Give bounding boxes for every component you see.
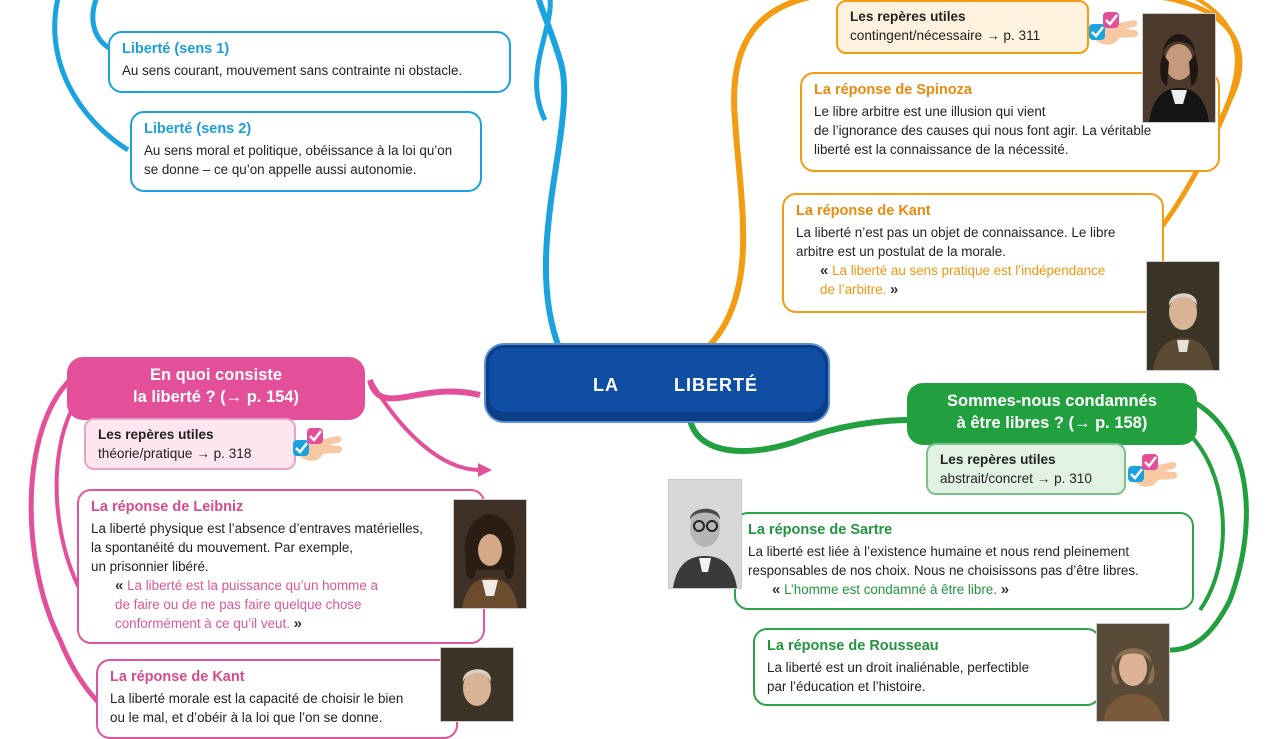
leibniz-box <box>77 489 485 644</box>
kant-orange-quote-end: de l’arbitre. » <box>820 281 899 298</box>
checkbox-hand-icon <box>1085 8 1141 52</box>
rousseau-box <box>753 628 1101 706</box>
portrait-sartre <box>668 479 742 589</box>
reperes-orange-title: Les repères utiles <box>850 9 966 24</box>
reperes-pink-title: Les repères utiles <box>98 427 214 442</box>
checkbox-hand-icon <box>289 424 345 468</box>
spinoza-line1: Le libre arbitre est une illusion qui vient <box>814 104 1046 119</box>
portrait-rousseau <box>1096 623 1170 722</box>
kant-pink-line1: La liberté morale est la capacité de choisir le bien <box>110 691 404 706</box>
leibniz-title: La réponse de Leibniz <box>91 499 244 515</box>
rousseau-line2: par l’éducation et l’histoire. <box>767 679 926 694</box>
kant-pink-box <box>96 659 458 739</box>
portrait-kant-pink <box>440 647 514 722</box>
portrait-leibniz <box>453 499 527 609</box>
portrait-spinoza <box>1142 13 1216 123</box>
rousseau-line1: La liberté est un droit inaliénable, perfectible <box>767 660 1030 675</box>
liberte-sens2-box <box>130 111 482 192</box>
spinoza-title: La réponse de Spinoza <box>814 82 972 98</box>
spinoza-line2: de l’ignorance des causes qui nous font agir. La véritable <box>814 123 1152 138</box>
reperes-pink-box <box>84 418 296 470</box>
center-title-box <box>486 345 828 421</box>
liberte-sens2-title: Liberté (sens 2) <box>144 121 252 137</box>
kant-orange-box <box>782 193 1164 313</box>
kant-pink-title: La réponse de Kant <box>110 669 245 685</box>
liberte-sens2-line2: se donne – ce qu’on appelle aussi autonomie. <box>144 162 417 177</box>
green-question-line1: Sommes-nous condamnés <box>947 392 1157 410</box>
sartre-line2: responsables de nos choix. Nous ne choisissons pas d’être libres. <box>748 563 1139 578</box>
leibniz-line1: La liberté physique est l’absence d’entraves matérielles, <box>91 521 423 536</box>
leibniz-quote: « La liberté est la puissance qu’un homme a <box>115 577 378 594</box>
pink-question-line1: En quoi consiste <box>149 366 283 384</box>
reperes-pink-text: théorie/pratique → p. 318 <box>98 446 252 461</box>
leibniz-line2: la spontanéité du mouvement. Par exemple, <box>91 540 354 555</box>
rousseau-title: La réponse de Rousseau <box>767 638 939 654</box>
kant-orange-title: La réponse de Kant <box>796 203 931 219</box>
reperes-orange-text: contingent/nécessaire → p. 311 <box>850 28 1041 43</box>
liberte-sens1-title: Liberté (sens 1) <box>122 41 230 57</box>
checkbox-hand-icon <box>1124 450 1180 494</box>
reperes-green-title: Les repères utiles <box>940 452 1056 467</box>
liberte-sens1-box <box>108 31 511 93</box>
sartre-box <box>734 512 1194 610</box>
kant-orange-line2: arbitre est un postulat de la morale. <box>796 244 1006 259</box>
spinoza-line3: liberté est la connaissance de la nécessité. <box>814 142 1069 157</box>
liberte-sens1-text: Au sens courant, mouvement sans contrainte ni obstacle. <box>122 63 463 78</box>
green-question-line2: à être libres ? (→ p. 158) <box>956 414 1148 432</box>
green-question-box <box>907 383 1197 445</box>
reperes-green-text: abstrait/concret → p. 310 <box>940 471 1092 486</box>
pink-question-box <box>67 357 365 420</box>
liberte-sens2-line1: Au sens moral et politique, obéissance à la loi qu’on <box>144 143 453 158</box>
center-word-liberte: LIBERTÉ <box>674 375 759 395</box>
leibniz-line3: un prisonnier libéré. <box>91 559 209 574</box>
pink-question-line2: la liberté ? (→ p. 154) <box>133 388 299 406</box>
kant-orange-line1: La liberté n’est pas un objet de connaissance. Le libre <box>796 225 1116 240</box>
sartre-quote: « L’homme est condamné à être libre. » <box>772 581 1010 598</box>
reperes-green-box <box>926 443 1126 495</box>
sartre-title: La réponse de Sartre <box>748 522 893 538</box>
kant-pink-line2: ou le mal, et d’obéir à la loi que l’on se donne. <box>110 710 383 725</box>
reperes-orange-box <box>836 0 1089 54</box>
leibniz-quote-3: conformément à ce qu’il veut. » <box>115 615 302 632</box>
kant-orange-quote: « La liberté au sens pratique est l’indépendance <box>820 262 1106 279</box>
center-word-la: LA <box>593 375 619 395</box>
portrait-kant <box>1146 261 1220 371</box>
sartre-line1: La liberté est liée à l’existence humaine et nous rend pleinement <box>748 544 1130 559</box>
leibniz-quote-2: de faire ou de ne pas faire quelque chose <box>115 597 362 612</box>
